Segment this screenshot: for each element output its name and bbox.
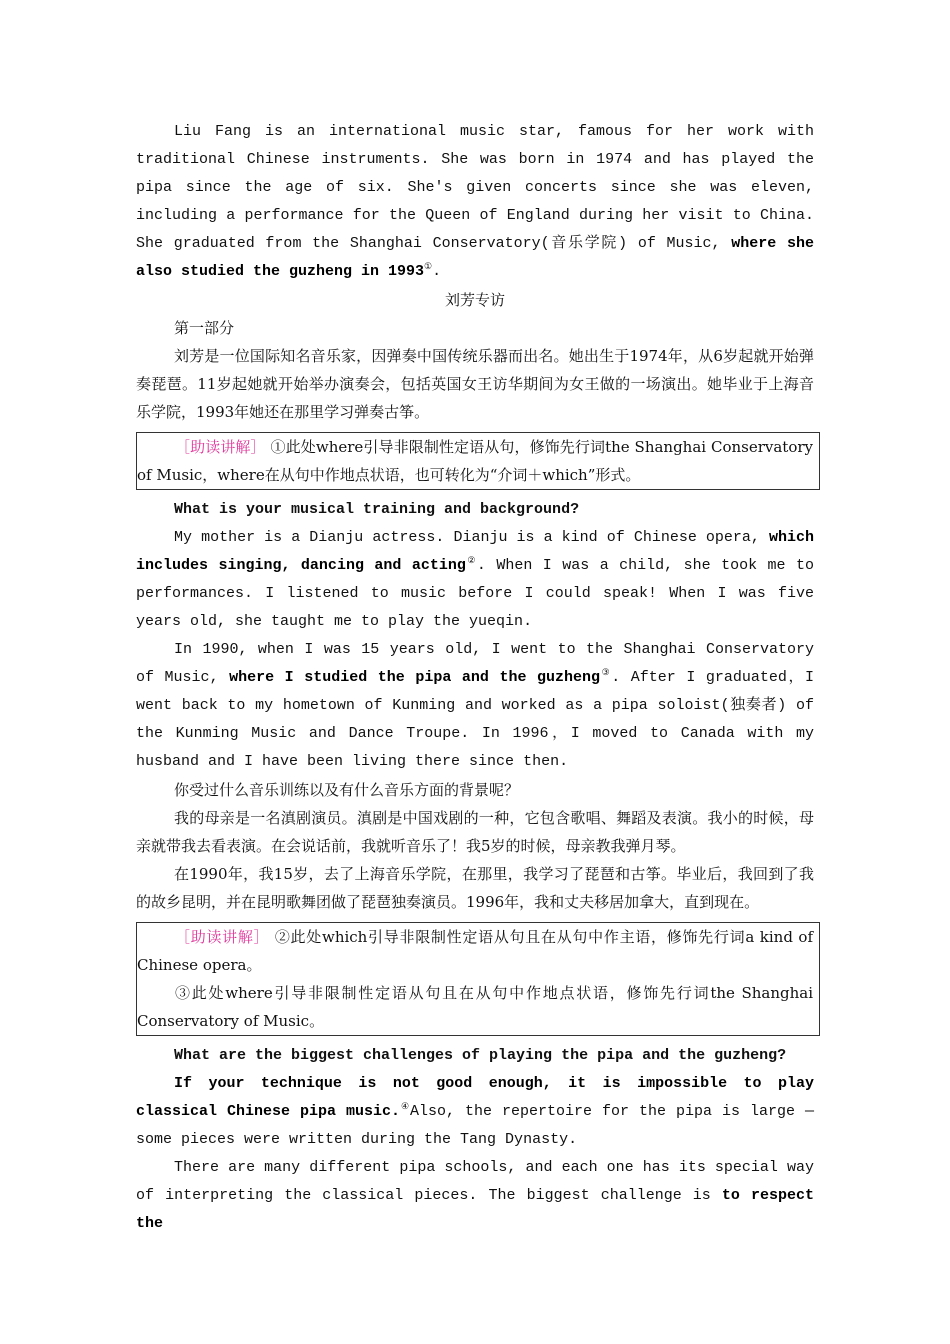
chinese-title: 刘芳专访 <box>444 291 505 309</box>
answer-text-end: . When I was a child, she took me to performances. I listened to music before I could speak! When I was five years old, she taught me to play the yueqin. <box>136 557 814 630</box>
answer-text-end: . After I graduated，I went back to my hometown of Kunming and worked as a pipa soloist(独奏者) of the Kunming Music and Dance Troupe. In 1996，I moved to Canada with my husband and I have been living there since then. <box>136 669 815 770</box>
chinese-answer-1-paragraph-1: 我的母亲是一名滇剧演员。滇剧是中国戏剧的一种，它包含歌唱、舞蹈及表演。我小的时候，母亲就带我去看表演。在会说话前，我就听音乐了！我5岁的时候，母亲教我弹月琴。 <box>136 809 814 855</box>
answer-text: There are many different pipa schools, and each one has its special way of interpreting the classical pieces. The biggest challenge is <box>136 1159 814 1204</box>
footnote-marker-2: ② <box>465 556 477 566</box>
answer-bold-text: where I studied the pipa and the guzheng <box>229 669 601 686</box>
answer-1-paragraph-1 <box>136 524 814 636</box>
chinese-question-1: 你受过什么音乐训练以及有什么音乐方面的背景呢？ <box>174 781 520 799</box>
reading-note-box-2 <box>136 922 820 1036</box>
footnote-marker-3: ③ <box>600 668 612 678</box>
answer-bold-text: which includes singing, dancing and acting <box>136 529 814 574</box>
answer-2-paragraph-1 <box>136 1070 814 1154</box>
note-label: ［助读讲解］ <box>175 438 266 456</box>
note-label: ［助读讲解］ <box>175 928 270 946</box>
footnote-marker-1: ① <box>424 262 433 272</box>
answer-1-paragraph-2 <box>136 636 814 776</box>
answer-bold-text: to respect the <box>136 1187 815 1232</box>
chinese-answer-1-paragraph-2: 在1990年，我15岁，去了上海音乐学院，在那里，我学习了琵琶和古筝。毕业后，我回到了我的故乡昆明，并在昆明歌舞团做了琵琶独奏演员。1996年，我和丈夫移居加拿大，直到现在。 <box>136 865 814 911</box>
document-page <box>136 118 814 1238</box>
footnote-marker-4: ④ <box>400 1102 411 1112</box>
chinese-part-label: 第一部分 <box>174 319 235 337</box>
answer-text: My mother is a Dianju actress. Dianju is a kind of Chinese opera, <box>174 529 769 546</box>
intro-end: . <box>432 263 442 280</box>
reading-note-1 <box>137 433 813 489</box>
intro-paragraph <box>136 118 814 286</box>
reading-note-2 <box>137 923 813 979</box>
question-1: What is your musical training and background? <box>174 501 580 518</box>
answer-bold-text: If your technique is not good enough, it is impossible to play classical Chinese pipa music. <box>136 1075 814 1120</box>
answer-text: In 1990, when I was 15 years old, I went to the Shanghai Conservatory of Music, <box>136 641 814 686</box>
intro-text: Liu Fang is an international music star, famous for her work with traditional Chinese instruments. She was born in 1974 and has played the pipa since the age of six. She's given concerts since she was eleven, including a performance for the Queen of England during her visit to China. She graduated from the Shanghai Conservatory(音乐学院) of Music, <box>136 123 814 252</box>
question-2: What are the biggest challenges of playing the pipa and the guzheng? <box>174 1047 787 1064</box>
intro-bold-text: where she also studied the guzheng in 1993 <box>136 235 815 280</box>
chinese-intro-paragraph: 刘芳是一位国际知名音乐家，因弹奏中国传统乐器而出名。她出生于1974年，从6岁起就开始弹奏琵琶。11岁起她就开始举办演奏会，包括英国女王访华期间为女王做的一场演出。她毕业于上海音乐学院，1993年她还在那里学习弹奏古筝。 <box>136 347 814 421</box>
reading-note-3: ③此处where引导非限制性定语从句且在从句中作地点状语，修饰先行词the Shanghai Conservatory of Music。 <box>137 984 813 1030</box>
note-text: ②此处which引导非限制性定语从句且在从句中作主语，修饰先行词a kind of Chinese opera。 <box>137 928 813 974</box>
reading-note-box-1 <box>136 432 820 490</box>
answer-2-paragraph-2 <box>136 1154 814 1238</box>
note-text: ①此处where引导非限制性定语从句，修饰先行词the Shanghai Conservatory of Music，where在从句中作地点状语，也可转化为“介词＋which”形式。 <box>137 438 813 484</box>
answer-text-end: Also, the repertoire for the pipa is large — some pieces were written during the Tang Dynasty. <box>136 1103 814 1148</box>
